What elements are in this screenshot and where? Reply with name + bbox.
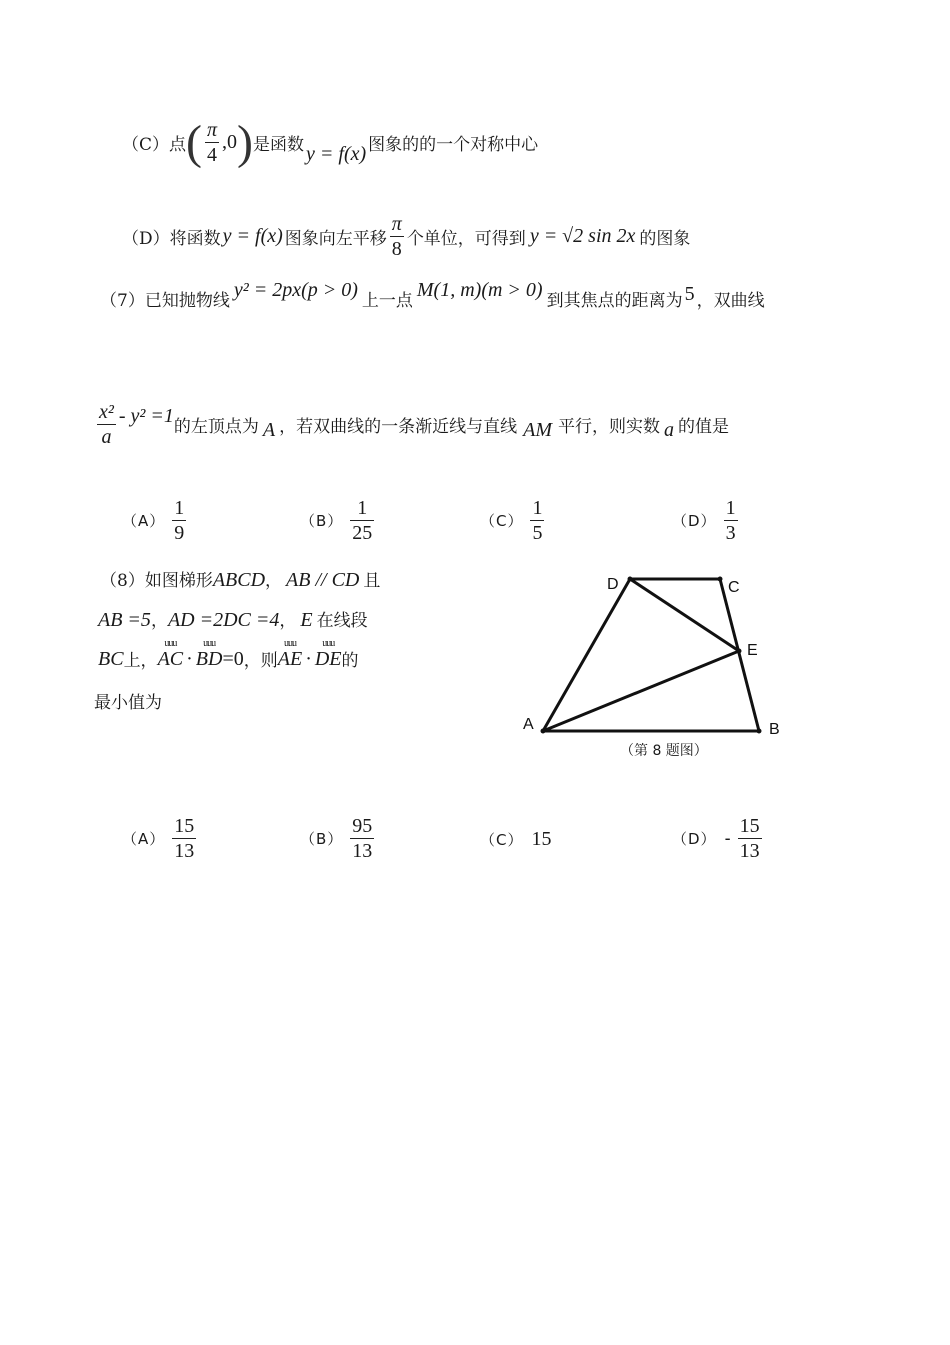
option-d-result: y = √2 sin 2x — [529, 225, 636, 247]
ad-dc-length: AD =2DC =4 — [167, 609, 280, 631]
q7-text6: 平行，则实数 — [558, 417, 661, 437]
trapezoid-name: ABCD — [212, 569, 266, 591]
trapezoid-figure — [515, 565, 795, 745]
q7-vertex: A — [262, 419, 276, 441]
q7-line1 — [100, 279, 765, 311]
trapezoid-diagram — [515, 565, 795, 740]
pi-over-8: $\frac{\pi}{8}$ — [391, 213, 402, 260]
q7-text2: 到其焦点的距离为 — [546, 291, 683, 311]
right-paren: ) — [237, 115, 254, 169]
q8-line4: 最小值为 — [94, 693, 162, 713]
pi-over-4: $\frac{\pi}{4}$ — [207, 119, 218, 166]
vector-ac: uuu AC — [157, 638, 184, 670]
q7-text7: 的值是 — [678, 417, 730, 437]
option-c-line — [122, 115, 539, 169]
point-e: E — [300, 609, 313, 631]
q7-text4: 的左顶点为 — [173, 417, 259, 437]
label-d: D — [607, 576, 619, 593]
figure-caption: （第 8 题图） — [620, 743, 708, 759]
q7-parabola: y² = 2px(p > 0) — [233, 279, 358, 301]
option-d-text2: 个单位，可得到 — [406, 229, 526, 249]
segment-ae — [543, 651, 739, 731]
q8-option-a[interactable]: （A） $\frac{15}{13}$ — [122, 815, 195, 862]
option-d-func: y = f(x) — [222, 225, 283, 247]
option-d-label: （D）将函数 — [122, 229, 221, 249]
option-c-label: （C）点 — [122, 135, 187, 155]
q8-line2: AB =5，AD =2DC =4， E 在线段 — [98, 609, 368, 631]
label-c: C — [728, 579, 740, 596]
segment-bc: BC — [98, 648, 124, 670]
q8-option-c[interactable]: （C） 15 — [480, 828, 552, 850]
q8-option-b[interactable]: （B） $\frac{95}{13}$ — [300, 815, 373, 862]
q8-option-d[interactable]: （D） - $\frac{15}{13}$ — [672, 815, 760, 862]
option-c-text1: 是函数 — [253, 135, 305, 155]
option-c-func: y = f(x) — [306, 143, 367, 165]
q7-var: a — [664, 419, 675, 441]
q7-text3: ，双曲线 — [696, 291, 765, 311]
q7-hyp-rest: - y² =1 — [118, 405, 174, 427]
option-d-text3: 的图象 — [639, 229, 691, 249]
label-a: A — [523, 716, 534, 733]
label-b: B — [769, 721, 780, 738]
option-c-text2: 图象的的一个对称中心 — [368, 135, 539, 155]
q7-hyp-frac: $\frac{\text{x²}}{a}$ — [99, 401, 114, 448]
left-paren: ( — [186, 115, 202, 169]
q7-point: M(1, m)(m > 0) — [416, 279, 543, 301]
vector-bd: uuu BD — [195, 638, 223, 670]
vector-ae: uuu AE — [277, 638, 303, 670]
vector-de: uuu DE — [314, 638, 342, 670]
q8-line1: （8）如图梯形ABCD， AB // CD 且 — [100, 569, 381, 591]
label-e: E — [747, 642, 758, 659]
parallel-relation: AB // CD — [286, 569, 360, 591]
option-d-text1: 图象向左平移 — [284, 229, 387, 249]
q7-label: （7）已知抛物线 — [100, 291, 230, 311]
q7-text5: ，若双曲线的一条渐近线与直线 — [279, 417, 518, 437]
ab-length: AB =5 — [98, 609, 151, 631]
option-d-line — [122, 212, 690, 261]
q7-option-c[interactable]: （C） $\frac{1}{5}$ — [480, 497, 543, 544]
q7-text1: 上一点 — [361, 291, 413, 311]
q7-option-b[interactable]: （B） $\frac{1}{25}$ — [300, 497, 373, 544]
q7-option-d[interactable]: （D） $\frac{1}{3}$ — [672, 497, 736, 544]
q8-line3: BC 上， uuu AC · uuu BD =0 ，则 uuu AE · uuu DE 的 — [98, 638, 359, 671]
q7-option-a[interactable]: （A） $\frac{1}{9}$ — [122, 497, 185, 544]
q7-dist: 5 — [684, 283, 695, 305]
q7-line-am: AM — [523, 419, 553, 441]
frac-after: ,0 — [222, 131, 238, 153]
q7-line2 — [94, 400, 729, 449]
